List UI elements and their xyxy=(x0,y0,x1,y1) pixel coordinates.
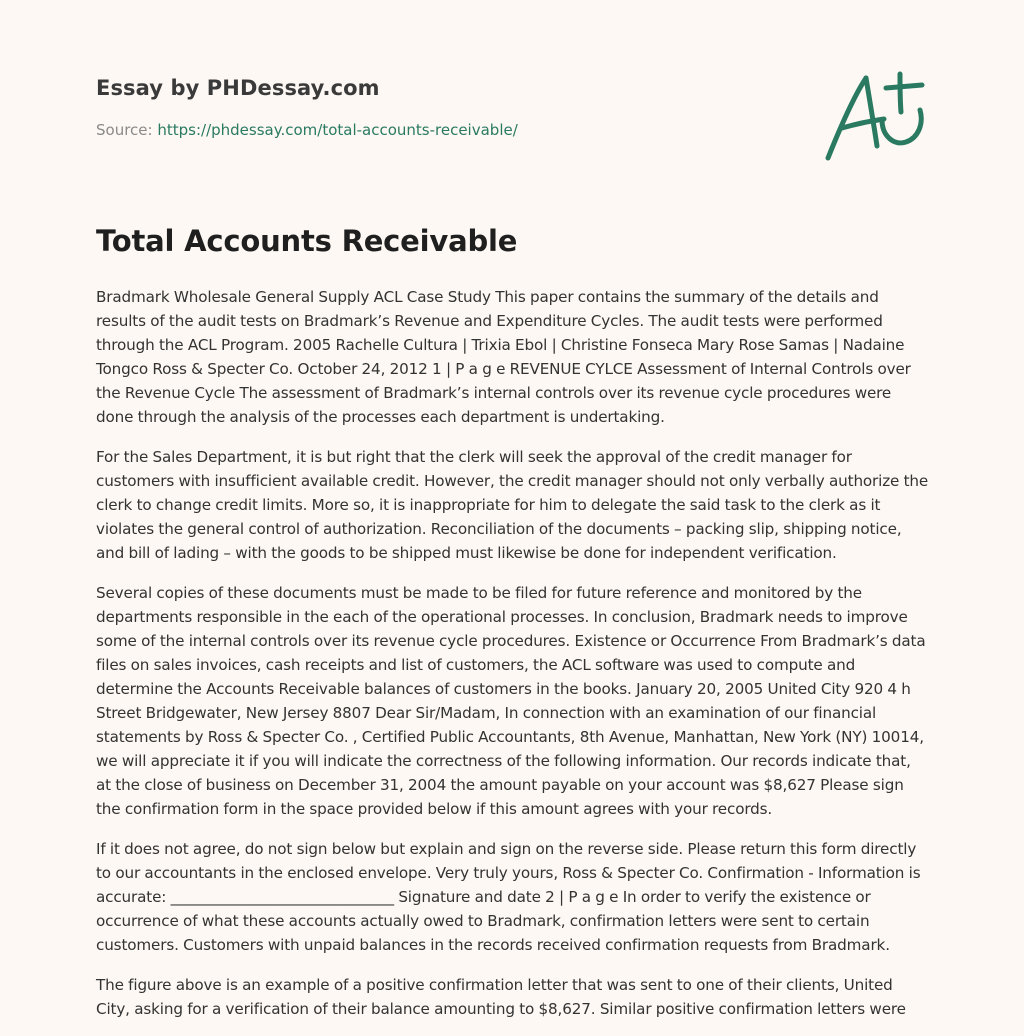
paragraph: For the Sales Department, it is but right that the clerk will seek the approval of the credit manager for customers with insufficient available credit. However, the credit manager should not only verbally authorize the clerk to change credit limits. More so, it is inappropriate for him to delegate the said task to the clerk as it violates the general control of authorization. Reconciliation of the documents – packing slip, shipping notice, and bill of lading – with the goods to be shipped must likewise be done for independent verification. xyxy=(96,448,929,562)
source-link[interactable]: https://phdessay.com/total-accounts-receivable/ xyxy=(157,121,518,139)
essay-body xyxy=(96,285,930,1036)
source-line xyxy=(96,121,936,139)
paragraph: If it does not agree, do not sign below but explain and sign on the reverse side. Please return this form directly to our accountants in the enclosed envelope. Very truly yours, Ross & Specter Co. Confirmation - Information is accurate: ______________________________ Signature and date 2 | P a g e In order to verify the existence or occurrence of what these accounts actually owed to Bradmark, confirmation letters were sent to certain customers. Customers with unpaid balances in the records received confirmation requests from Bradmark. xyxy=(96,840,921,954)
paragraph: Bradmark Wholesale General Supply ACL Case Study This paper contains the summary of the details and results of the audit tests on Bradmark’s Revenue and Expenditure Cycles. The audit tests were performed through the ACL Program. 2005 Rachelle Cultura | Trixia Ebol | Christine Fonseca Mary Rose Samas | Nadaine Tongco Ross & Specter Co. October 24, 2012 1 | P a g e REVENUE CYLCE Assessment of Internal Controls over the Revenue Cycle The assessment of Bradmark’s internal controls over its revenue cycle procedures were done through the analysis of the processes each department is undertaking. xyxy=(96,288,911,426)
essay-header xyxy=(96,76,936,139)
paragraph: The figure above is an example of a positive confirmation letter that was sent to one of their clients, United City, asking for a verification of their balance amounting to $8,627. Similar positive confirmation letters were xyxy=(96,976,906,1018)
paragraph: Several copies of these documents must be made to be filed for future reference and monitored by the departments responsible in the each of the operational processes. In conclusion, Bradmark needs to improve some of the internal controls over its revenue cycle procedures. Existence or Occurrence From Bradmark’s data files on sales invoices, cash receipts and list of customers, the ACL software was used to compute and determine the Accounts Receivable balances of customers in the books. January 20, 2005 United City 920 4 h Street Bridgewater, New Jersey 8807 Dear Sir/Madam, In connection with an examination of our financial statements by Ross & Specter Co. , Certified Public Accountants, 8th Avenue, Manhattan, New York (NY) 10014, we will appreciate it if you will indicate the correctness of the following information. Our records indicate that, at the close of business on December 31, 2004 the amount payable on your account was $8,627 Please sign the confirmation form in the space provided below if this amount agrees with your records. xyxy=(96,584,926,818)
a-plus-logo-icon xyxy=(820,66,930,166)
site-brand: Essay by PHDessay.com xyxy=(96,76,380,100)
essay-title: Total Accounts Receivable xyxy=(96,224,518,258)
source-label: Source: xyxy=(96,121,153,139)
